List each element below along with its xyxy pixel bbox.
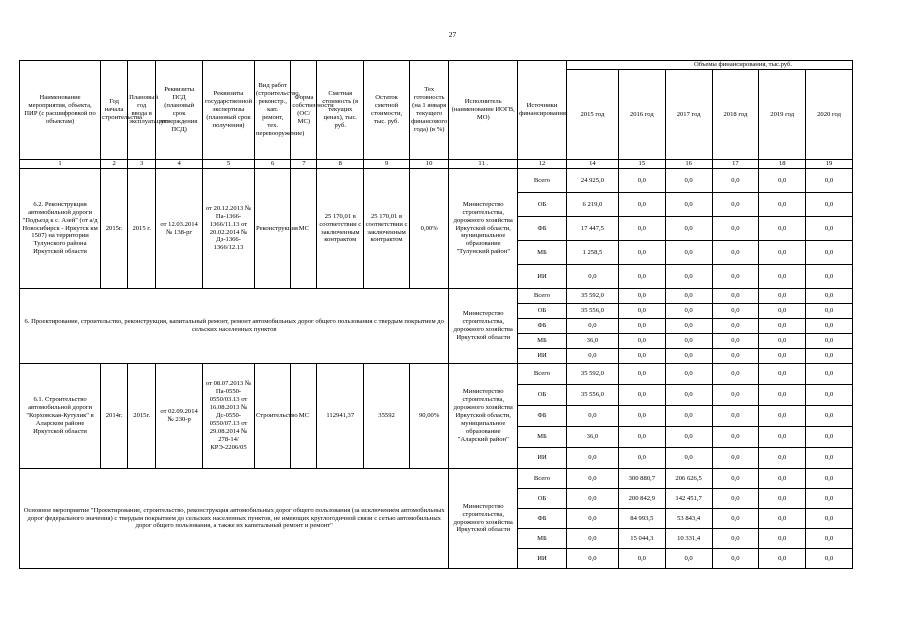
value-cell: 0,0 [665, 241, 712, 265]
value-cell: 0,0 [759, 549, 806, 569]
expertise-details: от 20.12.2013 № Па-1366-1366/11.13 от 20.02.2014 № Дз-1366-1366/12.13 [203, 169, 255, 289]
source: ФБ [518, 217, 567, 241]
value-cell: 0,0 [712, 489, 759, 509]
header-year: 2020 год [806, 69, 853, 159]
value-cell: 0,0 [712, 241, 759, 265]
value-cell: 0,0 [566, 265, 618, 289]
value-cell: 0,0 [665, 364, 712, 385]
value-cell: 0,0 [665, 549, 712, 569]
source: ОБ [518, 304, 567, 319]
value-cell: 35 556,0 [566, 304, 618, 319]
value-cell: 0,0 [759, 385, 806, 406]
column-number: 12 [518, 160, 567, 169]
header-readiness: Тех готовность (на 1 января текущего финансового года) (в %) [409, 61, 449, 160]
source: МБ [518, 241, 567, 265]
header-executor: Исполнитель (наименование ИОГВ, МО) [449, 61, 518, 160]
value-cell: 0,0 [712, 349, 759, 364]
value-cell: 0,0 [806, 509, 853, 529]
value-cell: 84 993,5 [618, 509, 665, 529]
column-number: 19 [806, 160, 853, 169]
executor: Министерство строительства, дорожного хозяйства Иркутской области [449, 289, 518, 364]
value-cell: 0,0 [759, 304, 806, 319]
main-activity-title: Основное мероприятие "Проектирование, строительство, реконструкция автомобильных дорог общего пользования (за исключением автомобильных дорог федерального значения) с твердым покрытием до сельских населенных пунктов, не имеющих круглогодичной связи с сетью автомобильных дорог общего пользования, а также их капитальный ремонт и ремонт" [20, 469, 449, 569]
value-cell: 0,0 [665, 289, 712, 304]
value-cell: 142 451,7 [665, 489, 712, 509]
header-ownership: Форма собственности (ОС/МС) [291, 61, 317, 160]
header-name: Наименование мероприятия, объекта, ПИР (с расшифровкой по объектам) [20, 61, 101, 160]
value-cell: 0,0 [665, 265, 712, 289]
source: ИИ [518, 448, 567, 469]
value-cell: 0,0 [806, 349, 853, 364]
psd-details: от 02.09.2014 № 230-р [156, 364, 203, 469]
value-cell: 35 556,0 [566, 385, 618, 406]
value-cell: 53 843,4 [665, 509, 712, 529]
value-cell: 0,0 [665, 406, 712, 427]
source: МБ [518, 427, 567, 448]
value-cell: 10 331,4 [665, 529, 712, 549]
estimated-cost: 25 170,01 в соответствии с заключенным контрактом [317, 169, 364, 289]
value-cell: 0,0 [712, 364, 759, 385]
value-cell: 0,0 [618, 217, 665, 241]
executor: Министерство строительства, дорожного хозяйства Иркутской области [449, 469, 518, 569]
value-cell: 0,0 [665, 193, 712, 217]
readiness: 0,00% [409, 169, 449, 289]
value-cell: 206 626,5 [665, 469, 712, 489]
source: ИИ [518, 349, 567, 364]
column-number: 3 [128, 160, 156, 169]
value-cell: 0,0 [806, 319, 853, 334]
value-cell: 0,0 [665, 385, 712, 406]
value-cell: 0,0 [665, 169, 712, 193]
work-type: Строительство [255, 364, 291, 469]
value-cell: 0,0 [712, 469, 759, 489]
value-cell: 0,0 [806, 289, 853, 304]
value-cell: 300 880,7 [618, 469, 665, 489]
value-cell: 0,0 [759, 193, 806, 217]
source: ОБ [518, 489, 567, 509]
value-cell: 0,0 [759, 349, 806, 364]
source: Всего [518, 469, 567, 489]
project-block-6-2 [20, 169, 853, 289]
financing-table [19, 60, 853, 569]
executor: Министерство строительства, дорожного хозяйства Иркутской области, муниципальное образование "Тулунский район" [449, 169, 518, 289]
value-cell: 0,0 [759, 509, 806, 529]
value-cell: 0,0 [712, 265, 759, 289]
value-cell: 0,0 [712, 549, 759, 569]
source: ИИ [518, 549, 567, 569]
source: МБ [518, 334, 567, 349]
executor: Министерство строительства, дорожного хозяйства Иркутской области, муниципальное образование "Аларский район" [449, 364, 518, 469]
plan-year: 2015 г. [128, 169, 156, 289]
value-cell: 0,0 [618, 364, 665, 385]
value-cell: 0,0 [806, 549, 853, 569]
value-cell: 0,0 [712, 169, 759, 193]
ownership: МС [291, 169, 317, 289]
value-cell: 1 258,5 [566, 241, 618, 265]
value-cell: 0,0 [806, 265, 853, 289]
column-number: 17 [712, 160, 759, 169]
section-title: 6. Проектирование, строительство, реконструкция, капитальный ремонт, ремонт автомобильных дорог общего пользования с твердым покрытием до сельских населенных пунктов [20, 289, 449, 364]
source: Всего [518, 364, 567, 385]
value-cell: 0,0 [712, 385, 759, 406]
value-cell: 15 044,3 [618, 529, 665, 549]
value-cell: 0,0 [712, 529, 759, 549]
value-cell: 0,0 [759, 169, 806, 193]
column-number: 10 [409, 160, 449, 169]
value-cell: 35 592,0 [566, 289, 618, 304]
main-activity-block [20, 469, 853, 569]
value-cell: 0,0 [618, 169, 665, 193]
value-cell: 0,0 [712, 193, 759, 217]
object-name: 6.1. Строительство автомобильной дороги "Корховская-Кутулик" в Аларском районе Иркутской области [20, 364, 101, 469]
value-cell: 0,0 [712, 509, 759, 529]
object-name: 6.2. Реконструкция автомобильной дороги "Подъезд к с. Азей" (от а/д Новосибирск - Иркутск км 1507) на территории Тулунского района Иркутской области [20, 169, 101, 289]
column-number: 7 [291, 160, 317, 169]
value-cell: 36,0 [566, 427, 618, 448]
column-number: 15 [618, 160, 665, 169]
value-cell: 0,0 [806, 489, 853, 509]
value-cell: 0,0 [759, 289, 806, 304]
value-cell: 0,0 [806, 529, 853, 549]
value-cell: 0,0 [759, 529, 806, 549]
value-cell: 0,0 [665, 319, 712, 334]
value-cell: 0,0 [806, 385, 853, 406]
column-number: 6 [255, 160, 291, 169]
header-sources: Источники финансирования [518, 61, 567, 160]
ownership: МС [291, 364, 317, 469]
header-year: 2016 год [618, 69, 665, 159]
value-cell: 0,0 [806, 193, 853, 217]
source: ИИ [518, 265, 567, 289]
value-cell: 0,0 [712, 448, 759, 469]
column-number: 11 . [449, 160, 518, 169]
value-cell: 0,0 [618, 406, 665, 427]
value-cell: 0,0 [618, 265, 665, 289]
value-cell: 0,0 [759, 217, 806, 241]
value-cell: 0,0 [665, 304, 712, 319]
source: ФБ [518, 509, 567, 529]
value-cell: 0,0 [566, 529, 618, 549]
value-cell: 0,0 [712, 427, 759, 448]
value-cell: 0,0 [806, 241, 853, 265]
value-cell: 0,0 [806, 469, 853, 489]
value-cell: 0,0 [759, 489, 806, 509]
header-volumes: Объемы финансирования, тыс.руб. [566, 61, 852, 70]
value-cell: 0,0 [618, 448, 665, 469]
value-cell: 0,0 [759, 469, 806, 489]
value-cell: 0,0 [806, 406, 853, 427]
header-expertise: Реквизиты государственной экспертизы (плановый срок получения) [203, 61, 255, 160]
work-type: Реконструкция [255, 169, 291, 289]
estimated-cost: 112941,37 [317, 364, 364, 469]
readiness: 90,00% [409, 364, 449, 469]
value-cell: 0,0 [665, 448, 712, 469]
header-year: 2015 год [566, 69, 618, 159]
value-cell: 0,0 [759, 364, 806, 385]
header-work-type: Вид работ (строительство, реконстр., кап. ремонт, тех. перевооружение) [255, 61, 291, 160]
value-cell: 0,0 [759, 448, 806, 469]
value-cell: 0,0 [618, 549, 665, 569]
value-cell: 0,0 [759, 265, 806, 289]
value-cell: 0,0 [566, 489, 618, 509]
value-cell: 0,0 [566, 549, 618, 569]
value-cell: 0,0 [618, 319, 665, 334]
value-cell: 0,0 [665, 349, 712, 364]
value-cell: 0,0 [665, 217, 712, 241]
value-cell: 0,0 [712, 289, 759, 304]
value-cell: 0,0 [806, 304, 853, 319]
source: ФБ [518, 319, 567, 334]
value-cell: 0,0 [566, 349, 618, 364]
value-cell: 0,0 [618, 193, 665, 217]
source: ОБ [518, 193, 567, 217]
source: Всего [518, 169, 567, 193]
header-cost: Сметная стоимость (в текущих ценах), тыс. руб. [317, 61, 364, 160]
page-number: 27 [448, 30, 457, 39]
value-cell: 0,0 [759, 406, 806, 427]
value-cell: 36,0 [566, 334, 618, 349]
column-number: 18 [759, 160, 806, 169]
psd-details: от 12.03.2014 № 138-рг [156, 169, 203, 289]
header-year: 2019 год [759, 69, 806, 159]
header-remaining: Остаток сметной стоимости, тыс. руб. [364, 61, 410, 160]
value-cell: 0,0 [806, 427, 853, 448]
value-cell: 0,0 [712, 217, 759, 241]
value-cell: 0,0 [618, 349, 665, 364]
value-cell: 0,0 [618, 334, 665, 349]
value-cell: 35 592,0 [566, 364, 618, 385]
value-cell: 0,0 [759, 334, 806, 349]
value-cell: 0,0 [566, 469, 618, 489]
value-cell: 0,0 [806, 448, 853, 469]
value-cell: 0,0 [712, 319, 759, 334]
project-block-6-1 [20, 364, 853, 469]
column-number: 9 [364, 160, 410, 169]
value-cell: 0,0 [806, 217, 853, 241]
value-cell: 0,0 [759, 319, 806, 334]
value-cell: 0,0 [665, 427, 712, 448]
header-psd: Реквизиты ПСД (плановый срок утверждения ПСД) [156, 61, 203, 160]
value-cell: 0,0 [665, 334, 712, 349]
source: МБ [518, 529, 567, 549]
section-block-6 [20, 289, 853, 364]
start-year: 2014г. [101, 364, 128, 469]
value-cell: 0,0 [618, 241, 665, 265]
value-cell: 24 925,0 [566, 169, 618, 193]
value-cell: 0,0 [712, 334, 759, 349]
column-number: 2 [101, 160, 128, 169]
value-cell: 0,0 [712, 304, 759, 319]
value-cell: 0,0 [759, 241, 806, 265]
value-cell: 6 219,0 [566, 193, 618, 217]
value-cell: 0,0 [759, 427, 806, 448]
value-cell: 0,0 [806, 334, 853, 349]
column-number: 14 [566, 160, 618, 169]
value-cell: 0,0 [806, 364, 853, 385]
value-cell: 0,0 [712, 406, 759, 427]
value-cell: 0,0 [566, 319, 618, 334]
value-cell: 0,0 [618, 289, 665, 304]
start-year: 2015г. [101, 169, 128, 289]
value-cell: 0,0 [618, 427, 665, 448]
remaining-cost: 25 170,01 в соответствии с заключенным контрактом [364, 169, 410, 289]
source: Всего [518, 289, 567, 304]
header-start-year: Год начала строительства [101, 61, 128, 160]
column-number: 8 [317, 160, 364, 169]
value-cell: 0,0 [566, 406, 618, 427]
column-number: 4 [156, 160, 203, 169]
value-cell: 0,0 [618, 304, 665, 319]
source: ФБ [518, 406, 567, 427]
header-year: 2017 год [665, 69, 712, 159]
header-year: 2018 год [712, 69, 759, 159]
column-number: 16 [665, 160, 712, 169]
column-number: 1 [20, 160, 101, 169]
header-plan-year: Плановый год ввода в эксплуатацию [128, 61, 156, 160]
remaining-cost: 35592 [364, 364, 410, 469]
value-cell: 0,0 [618, 385, 665, 406]
plan-year: 2015г. [128, 364, 156, 469]
value-cell: 200 842,9 [618, 489, 665, 509]
value-cell: 0,0 [566, 509, 618, 529]
source: ОБ [518, 385, 567, 406]
value-cell: 0,0 [806, 169, 853, 193]
value-cell: 17 447,5 [566, 217, 618, 241]
value-cell: 0,0 [566, 448, 618, 469]
expertise-details: от 08.07.2013 № Па-0550-0550/03.13 от 16.08.2013 № Дс-0550-0550/07.13 от 29.08.2014 № 278-14/КРЭ-2206/05 [203, 364, 255, 469]
column-number: 5 [203, 160, 255, 169]
